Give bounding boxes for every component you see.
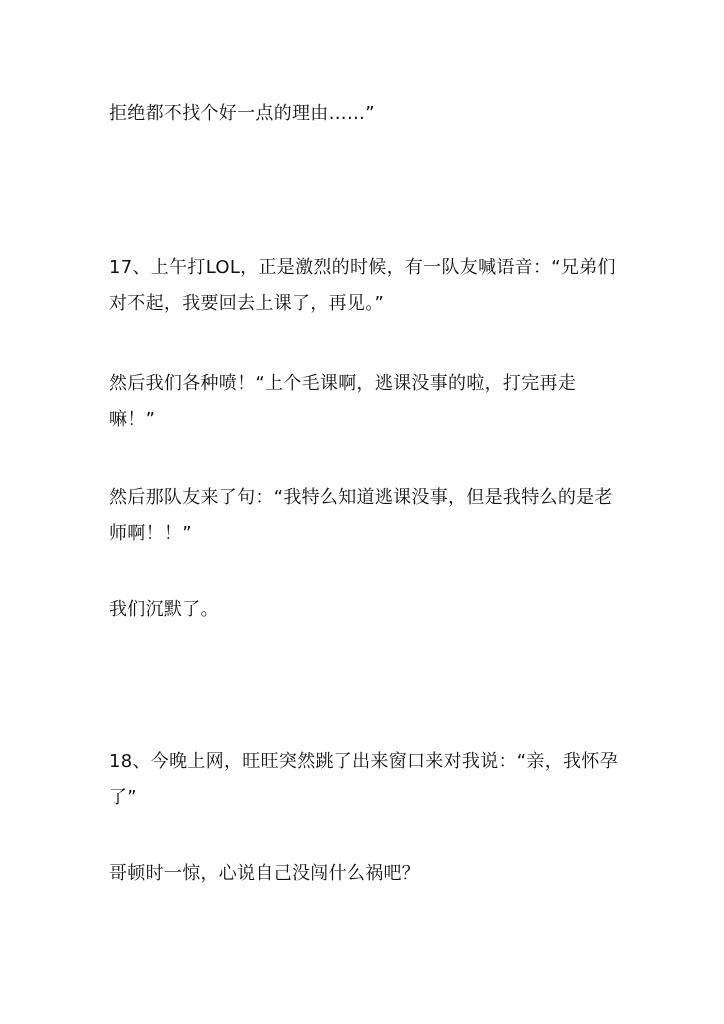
paragraph-joke-17-punchline: 然后那队友来了句：“我特么知道逃课没事，但是我特么的是老师啊！！” bbox=[109, 487, 613, 544]
paragraph-joke-17-intro: 17、上午打LOL，正是激烈的时候，有一队友喊语音：“兄弟们对不起，我要回去上课了，再见。” bbox=[109, 257, 616, 314]
paragraph-joke-17-reply: 然后我们各种喷！“上个毛课啊，逃课没事的啦，打完再走嘛！” bbox=[109, 373, 577, 430]
paragraph-refusal-excuse: 拒绝都不找个好一点的理由……” bbox=[109, 103, 375, 124]
paragraph-joke-18-intro: 18、今晚上网，旺旺突然跳了出来窗口来对我说：“亲，我怀孕了” bbox=[109, 751, 618, 808]
paragraph-joke-17-ending: 我们沉默了。 bbox=[109, 599, 219, 620]
paragraph-joke-18-reaction: 哥顿时一惊，心说自己没闯什么祸吧？ bbox=[109, 863, 421, 884]
